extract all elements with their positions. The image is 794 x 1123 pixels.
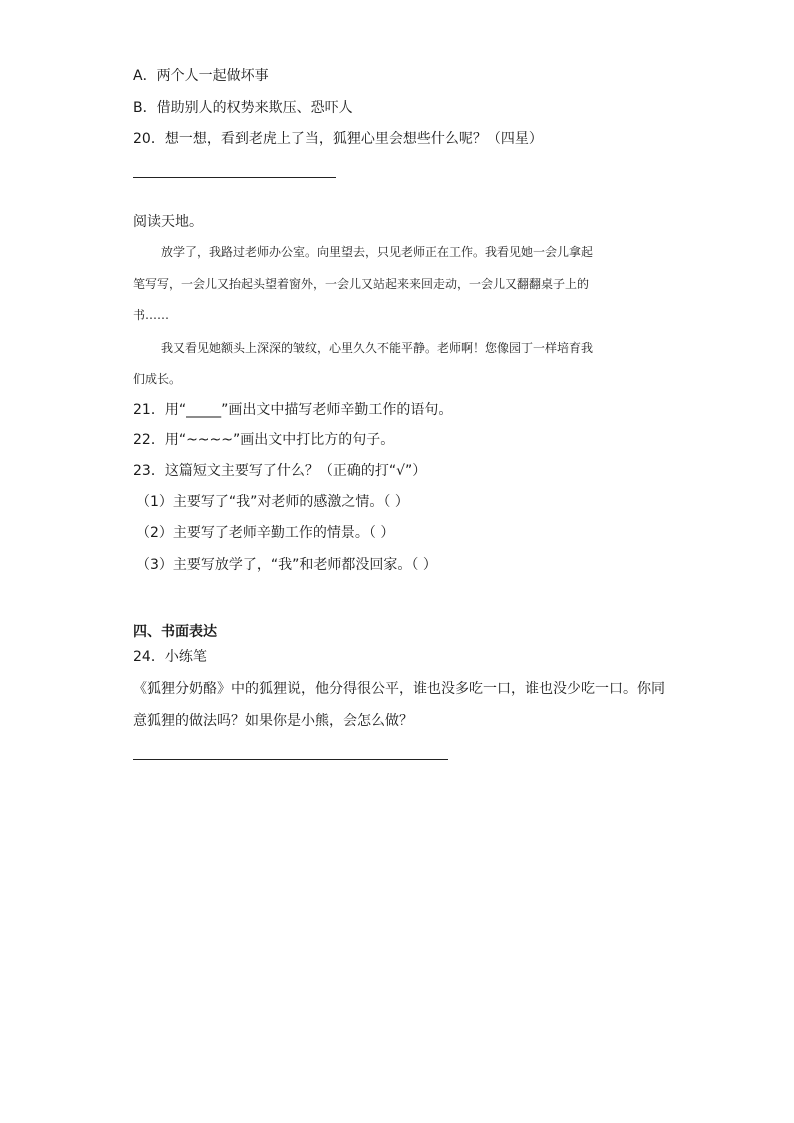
question-22: 22．用“~~~~”画出文中打比方的句子。 [133,432,395,448]
question-21: 21．用“_____”画出文中描写老师辛勤工作的语句。 [133,402,453,418]
passage-p1-line2: 笔写写，一会儿又抬起头望着窗外，一会儿又站起来来回走动，一会儿又翻翻桌子上的 [133,277,590,291]
question-24-line1: 《狐狸分奶酪》中的狐狸说，他分得很公平，谁也没多吃一口，谁也没少吃一口。你同 [133,681,665,697]
option-a: A．两个人一起做坏事 [133,68,269,84]
question-23-option-3: （3）主要写放学了，“我”和老师都没回家。（ ） [136,557,437,573]
question-24-title: 24．小练笔 [133,649,207,665]
reading-title: 阅读天地。 [133,214,203,230]
passage-p2-line1: 我又看见她额头上深深的皱纹，心里久久不能平静。老师啊！您像园丁一样培育我 [161,341,594,355]
question-20: 20．想一想，看到老虎上了当，狐狸心里会想些什么呢？（四星） [133,131,543,147]
answer-line-20[interactable] [133,177,336,178]
question-23: 23．这篇短文主要写了什么？（正确的打“√”） [133,463,427,479]
question-23-option-2: （2）主要写了老师辛勤工作的情景。（ ） [136,525,395,541]
passage-p2-line2: 们成长。 [133,372,182,386]
option-b: B．借助别人的权势来欺压、恐吓人 [133,100,353,116]
question-23-option-1: （1）主要写了“我”对老师的感激之情。（ ） [136,494,409,510]
section-4-heading: 四、书面表达 [133,624,217,640]
question-24-line2: 意狐狸的做法吗？如果你是小熊，会怎么做？ [133,713,413,729]
passage-p1-line1: 放学了，我路过老师办公室。向里望去，只见老师正在工作。我看见她一会儿拿起 [161,245,594,259]
answer-line-24[interactable] [133,759,448,760]
passage-p1-line3: 书…… [133,308,170,322]
